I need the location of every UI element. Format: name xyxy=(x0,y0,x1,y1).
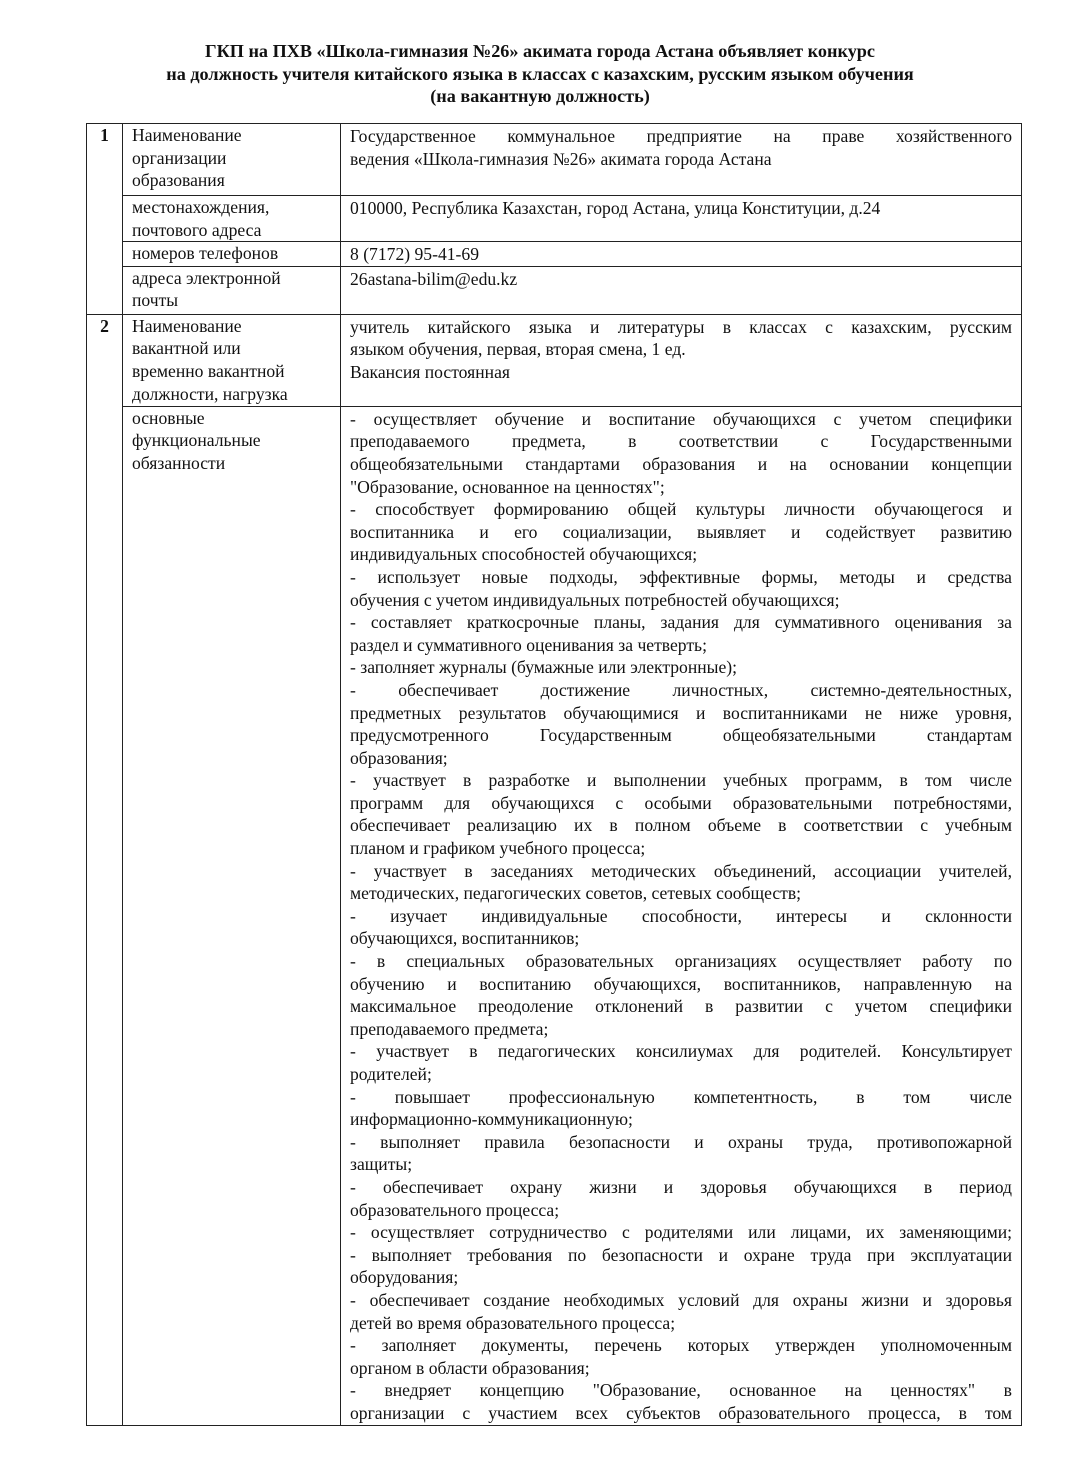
address-value: 010000, Республика Казахстан, город Астана, улица Конституции, д.24 xyxy=(341,196,1022,242)
duty-line: обучающихся, воспитанников; xyxy=(350,928,580,949)
duty-line: - использует новые подходы, эффективные формы, методы и средства xyxy=(350,566,1012,587)
document-heading xyxy=(60,40,1020,108)
duty-line: - повышает профессиональную компетентность, в том числе xyxy=(350,1086,1012,1107)
duty-line: "Образование, основанное на ценностях"; xyxy=(350,476,665,497)
row-number: 2 xyxy=(87,314,123,1425)
duty-line: предметных результатов обучающимися и воспитанниками не ниже уровня, xyxy=(350,702,1012,723)
email-value[interactable]: 26astana-bilim@edu.kz xyxy=(341,266,1022,314)
duty-line: максимальное преодоление отклонений в развитии с учетом специфики xyxy=(350,996,1012,1017)
duty-line: обучению и воспитанию обучающихся, воспитанников, направленную на xyxy=(350,973,1012,994)
duty-line: - обеспечивает охрану жизни и здоровья обучающихся в период xyxy=(350,1176,1012,1197)
email-label: адреса электронной почты xyxy=(123,266,341,314)
duty-line: - осуществляет обучение и воспитание обучающихся с учетом специфики xyxy=(350,408,1012,429)
duty-line: преподаваемого предмета; xyxy=(350,1018,549,1039)
table-row xyxy=(87,196,1022,242)
duty-line: - осуществляет сотрудничество с родителями или лицами, их заменяющими; xyxy=(350,1222,1012,1243)
duty-line: - внедряет концепцию "Образование, основанное на ценностях" в xyxy=(350,1380,1012,1401)
duty-line: - составляет краткосрочные планы, задания для суммативного оценивания за xyxy=(350,612,1012,633)
heading-line-3: (на вакантную должность) xyxy=(430,86,650,106)
duty-line: общеобязательными стандартами образования и на основании концепции xyxy=(350,453,1012,474)
org-name-value: Государственное коммунальное предприятие на праве хозяйственного ведения «Школа-гимназия №26» акимата города Астана xyxy=(341,124,1022,196)
duty-line: детей во время образовательного процесса; xyxy=(350,1312,676,1333)
duties-label: основные функциональные обязанности xyxy=(123,406,341,1425)
duty-line: преподаваемого предмета, в соответствии с Государственными xyxy=(350,431,1012,452)
duty-line: - обеспечивает создание необходимых условий для охраны жизни и здоровья xyxy=(350,1289,1012,1310)
duty-line: образовательного процесса; xyxy=(350,1199,560,1220)
duty-line: - участвует в заседаниях методических объединений, ассоциации учителей, xyxy=(350,860,1012,881)
duty-line: - обеспечивает достижение личностных, системно-деятельностных, xyxy=(350,679,1012,700)
duty-line: воспитанника и его социализации, выявляет и содействует развитию xyxy=(350,521,1012,542)
duty-line: программ для обучающихся с особыми образовательными потребностями, xyxy=(350,792,1012,813)
duty-line: образования; xyxy=(350,747,448,768)
duty-line: организации с участием всех субъектов образовательного процесса, в том xyxy=(350,1402,1012,1423)
duty-line: - участвует в педагогических консилиумах для родителей. Консультирует xyxy=(350,1041,1012,1062)
duty-line: раздел и суммативного оценивания за четверть; xyxy=(350,634,707,655)
heading-line-1: ГКП на ПХВ «Школа-гимназия №26» акимата города Астана объявляет конкурс xyxy=(205,41,875,61)
duty-line: индивидуальных способностей обучающихся; xyxy=(350,544,698,565)
org-name-label: Наименование организации образования xyxy=(123,124,341,196)
duty-line: - изучает индивидуальные способности, интересы и склонности xyxy=(350,905,1012,926)
phone-value[interactable]: 8 (7172) 95-41-69 xyxy=(341,242,1022,267)
duty-line: оборудования; xyxy=(350,1267,459,1288)
duty-line: - способствует формированию общей культуры личности обучающегося и xyxy=(350,499,1012,520)
duty-line: родителей; xyxy=(350,1064,432,1084)
table-row xyxy=(87,266,1022,314)
phone-label: номеров телефонов xyxy=(123,242,341,267)
table-row xyxy=(87,242,1022,267)
duty-line: обучения с учетом индивидуальных потребностей обучающихся; xyxy=(350,589,840,610)
table-row xyxy=(87,406,1022,1425)
table-row xyxy=(87,124,1022,196)
position-value: учитель китайского языка и литературы в классах с казахским, русским языком обучения, первая, вторая смена, 1 ед. Вакансия постоянная xyxy=(341,314,1022,406)
duty-line: защиты; xyxy=(350,1154,413,1175)
duty-line: информационно-коммуникационную; xyxy=(350,1109,633,1130)
vacancy-table xyxy=(86,123,1022,1426)
row-number: 1 xyxy=(87,124,123,315)
duty-line: методических, педагогических советов, сетевых сообществ; xyxy=(350,883,802,904)
position-label: Наименование вакантной или временно вакантной должности, нагрузка xyxy=(123,314,341,406)
duty-line: - выполняет правила безопасности и охраны труда, противопожарной xyxy=(350,1131,1012,1152)
duty-line: планом и графиком учебного процесса; xyxy=(350,838,646,859)
duty-line: - заполняет документы, перечень которых утвержден уполномоченным xyxy=(350,1335,1012,1356)
table-row xyxy=(87,314,1022,406)
duty-line: - участвует в разработке и выполнении учебных программ, в том числе xyxy=(350,770,1012,791)
duty-line: органом в области образования; xyxy=(350,1357,590,1378)
duty-line: обеспечивает реализацию их в полном объеме в соответствии с учебным xyxy=(350,815,1012,836)
duty-line: - в специальных образовательных организациях осуществляет работу по xyxy=(350,951,1012,972)
duties-value xyxy=(341,406,1022,1425)
heading-line-2: на должность учителя китайского языка в классах с казахским, русским языком обучения xyxy=(166,63,914,84)
duty-line: предусмотренного Государственным общеобязательными стандартам xyxy=(350,725,1012,746)
address-label: местонахождения, почтового адреса xyxy=(123,196,341,242)
duty-line: - выполняет требования по безопасности и охране труда при эксплуатации xyxy=(350,1244,1012,1265)
duty-line: - заполняет журналы (бумажные или электронные); xyxy=(350,657,738,678)
